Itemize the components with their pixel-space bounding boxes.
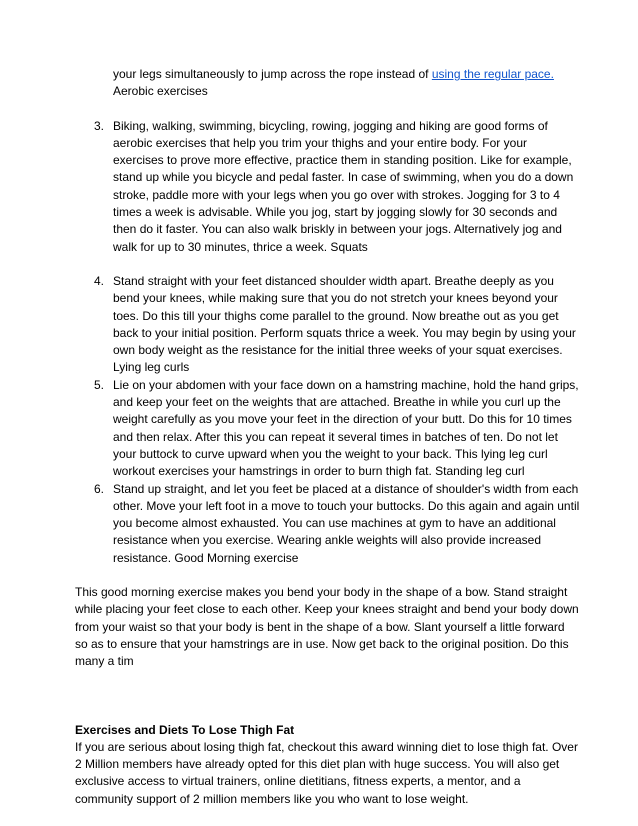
list-item-3: [94, 118, 580, 256]
list-item-6: [94, 481, 580, 567]
continuation-subheading: Aerobic exercises: [113, 84, 208, 99]
list-item-continuation: [113, 66, 580, 101]
list-number: 6.: [94, 481, 105, 496]
using-regular-pace-link[interactable]: using the regular pace.: [431, 67, 554, 81]
continuation-line: [113, 66, 580, 83]
good-morning-paragraph: This good morning exercise makes you bend your body in the shape of a bow. Stand straight while placing your feet close to each other. Keep your knees straight and bend your body down from your waist so that your body is bent in the shape of a bow. Slant yourself a little forward so as to ensure that your hamstrings are in use. Now get back to the original position. Do this many a tim: [75, 585, 579, 669]
continuation-text: your legs simultaneously to jump across the rope instead of: [113, 67, 432, 81]
list-number: 3.: [94, 118, 105, 133]
list-item-text: Biking, walking, swimming, bicycling, rowing, jogging and hiking are good forms of aerobic exercises that help you trim your thighs and your entire body. For your exercises to prove more effective, practice them in standing position. Like for example, stand up while you bicycle and pedal faster. In case of swimming, when you do a down stroke, paddle more with your legs when you go over with strokes. Jogging for 3 to 4 times a week is advisable. While you jog, start by jogging slowly for 30 seconds and then do it faster. You can also walk briskly in between your jogs. Alternatively jog and walk for up to 30 minutes, thrice a week. Squats: [113, 118, 574, 254]
list-number: 5.: [94, 377, 105, 392]
list-item-4: [94, 273, 580, 377]
section-body: If you are serious about losing thigh fat, checkout this award winning diet to lose thigh fat. Over 2 Million members have already opted for this diet plan with huge success. You will also get exclusive access to virtual trainers, online dietitians, fitness experts, a mentor, and a community support of 2 million members like you who want to lose weight.: [75, 739, 578, 806]
list-number: 4.: [94, 273, 105, 288]
list-item-text: Stand straight with your feet distanced shoulder width apart. Breathe deeply as you bend your knees, while making sure that you do not stretch your knees beyond your toes. Do this till your thighs come parallel to the ground. Now breathe out as you get back to your initial position. Perform squats thrice a week. You may begin by using your own body weight as the resistance for the initial three weeks of your squat exercises. Lying leg curls: [113, 273, 576, 375]
list-item-text: Stand up straight, and let you feet be placed at a distance of shoulder's width from each other. Move your left foot in a move to touch your buttocks. Do this again and again until you become almost exhausted. You can use machines at gym to have an additional resistance when you exercise. Wearing ankle weights will also provide increased resistance. Good Morning exercise: [113, 481, 580, 565]
section-heading: Exercises and Diets To Lose Thigh Fat: [75, 722, 295, 737]
list-item-text: Lie on your abdomen with your face down on a hamstring machine, hold the hand grips, and keep your feet on the weights that are attached. Breathe in while you curl up the weight carefully as you move your feet in the direction of your butt. Do this for 10 times and then relax. After this you can repeat it several times in batches of ten. Do not let your buttock to curve upward when you the weight to your back. This lying leg curl workout exercises your hamstrings in order to burn thigh fat. Standing leg curl: [113, 377, 579, 479]
list-item-5: [94, 377, 580, 481]
document-page: [75, 66, 580, 808]
